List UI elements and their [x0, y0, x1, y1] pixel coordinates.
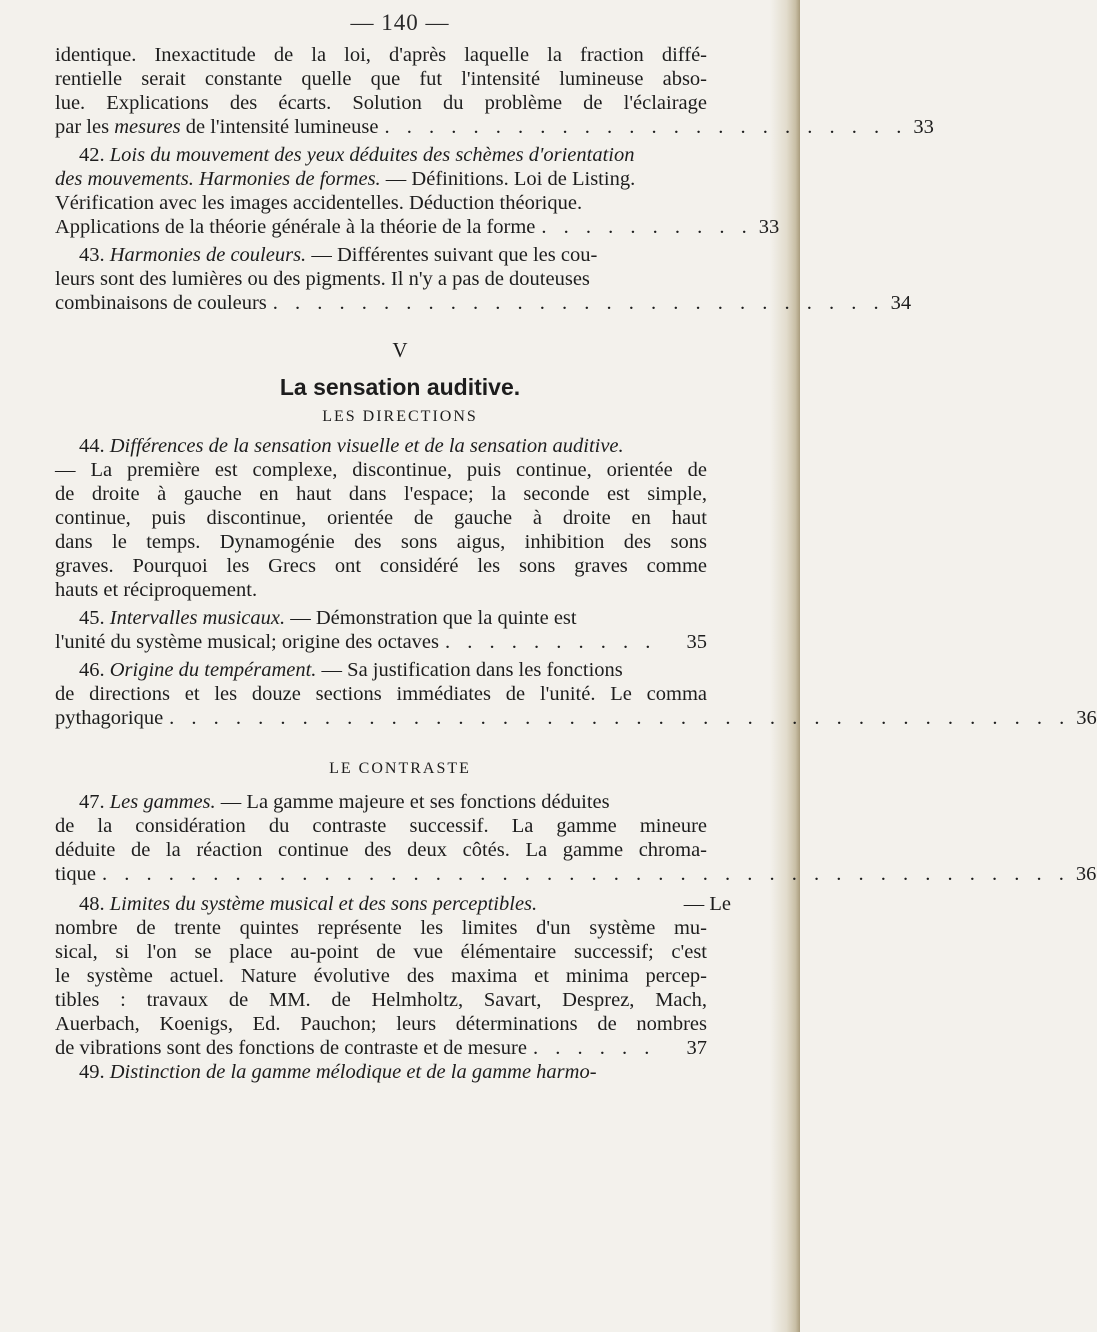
- dot-leader: . . . . . . . . . . . . . . . . . . . . . . . . . . . . . . . . . . . . . . . . .: [169, 707, 1071, 729]
- text-line: rentielle serait constante quelle que fut l'intensité lumineuse abso-: [55, 68, 707, 90]
- toc-line-text: pythagorique: [55, 707, 164, 729]
- dot-leader: . . . . . . . . . .: [445, 631, 657, 653]
- entry-49-heading: 49. Distinction de la gamme mélodique et de la gamme harmo-: [79, 1061, 597, 1083]
- dot-leader: . . . . . . . . . . . . . . . . . . . . . . . . . . . .: [272, 292, 885, 314]
- text-line: continue, puis discontinue, orientée de gauche à droite en haut: [55, 507, 707, 529]
- toc-line-text: Applications de la théorie générale à la théorie de la forme: [55, 216, 536, 238]
- entry-47-heading: 47. Les gammes. — La gamme majeure et ses fonctions déduites: [79, 791, 610, 813]
- text-line: le système actuel. Nature évolutive des maxima et minima percep-: [55, 965, 707, 987]
- text-line: de la considération du contraste successif. La gamme mineure: [55, 815, 707, 837]
- section-title: La sensation auditive.: [279, 374, 521, 400]
- entry-42-heading: 42. Lois du mouvement des yeux déduites des schèmes d'orientation: [79, 144, 635, 166]
- text-line: leurs sont des lumières ou des pigments. Il n'y a pas de douteuses: [55, 268, 590, 290]
- entry-46-heading: 46. Origine du tempérament. — Sa justification dans les fonctions: [79, 659, 623, 681]
- text-line: lue. Explications des écarts. Solution du problème de l'éclairage: [55, 92, 707, 114]
- entry-45-heading: 45. Intervalles musicaux. — Démonstration que la quinte est: [79, 607, 577, 629]
- toc-line: [55, 706, 1097, 730]
- page-ref: 36: [1075, 863, 1097, 885]
- dot-leader: . . . . . . . . . . . . . . . . . . . . . . . . . . . . . . . . . . . . . . . . . . . .: [102, 863, 1070, 885]
- text-line: tibles : travaux de MM. de Helmholtz, Savart, Desprez, Mach,: [55, 989, 707, 1011]
- text-line: de directions et les douze sections immédiates de l'unité. Le comma: [55, 683, 707, 705]
- page-ref: 37: [686, 1037, 707, 1059]
- page-ref: 33: [913, 116, 934, 138]
- toc-line: [55, 115, 934, 139]
- text-line: hauts et réciproquement.: [55, 579, 258, 601]
- dot-leader: . . . . . . . . . . . . . . . . . . . . . . . .: [384, 116, 908, 138]
- text-line: de droite à gauche en haut dans l'espace; la seconde est simple,: [55, 483, 707, 505]
- text-line: graves. Pourquoi les Grecs ont considéré les sons graves comme: [55, 555, 707, 577]
- toc-line-text: de vibrations sont des fonctions de contraste et de mesure: [55, 1037, 527, 1059]
- section-subhead: LES DIRECTIONS: [322, 408, 478, 425]
- text-line: des mouvements. Harmonies de formes. — Définitions. Loi de Listing.: [55, 168, 636, 190]
- page-ref: 36: [1076, 707, 1097, 729]
- toc-line: [55, 630, 707, 654]
- toc-line-text: l'unité du système musical; origine des octaves: [55, 631, 439, 653]
- page-edge-shadow: [770, 0, 800, 1332]
- text-line: sical, si l'on se place au-point de vue élémentaire successif; c'est: [55, 941, 707, 963]
- text-line: Vérification avec les images accidentelles. Déduction théorique.: [55, 192, 583, 214]
- toc-line: [55, 1036, 707, 1060]
- toc-line-text: tique: [55, 863, 96, 885]
- page-ref: 34: [890, 292, 912, 314]
- text-line: Auerbach, Koenigs, Ed. Pauchon; leurs déterminations de nombres: [55, 1013, 707, 1035]
- dot-leader: . . . . . .: [532, 1037, 656, 1059]
- text-line: identique. Inexactitude de la loi, d'après laquelle la fraction diffé-: [55, 44, 707, 66]
- toc-line: [55, 862, 1097, 886]
- text-line: nombre de trente quintes représente les limites d'un système mu-: [55, 917, 707, 939]
- section-number: V: [392, 338, 408, 362]
- page-number: — 140 —: [350, 10, 450, 35]
- toc-line: [55, 215, 780, 239]
- page-ref: 35: [686, 631, 707, 653]
- toc-line-text: par les mesures de l'intensité lumineuse: [55, 116, 379, 138]
- dot-leader: . . . . . . . . . .: [541, 216, 753, 238]
- entry-44-heading: 44. Différences de la sensation visuelle et de la sensation auditive.: [79, 435, 624, 457]
- entry-48-heading: 48. Limites du système musical et des sons perceptibles. — Le: [79, 893, 731, 915]
- text-line: déduite de la réaction continue des deux côtés. La gamme chroma-: [55, 839, 707, 861]
- subsection-heading: LE CONTRASTE: [329, 760, 471, 777]
- toc-line: [55, 291, 912, 315]
- page-ref: 33: [758, 216, 780, 238]
- text-line: — La première est complexe, discontinue, puis continue, orientée de: [55, 459, 707, 481]
- toc-line-text: combinaisons de couleurs: [55, 292, 267, 314]
- entry-43-heading: 43. Harmonies de couleurs. — Différentes suivant que les cou-: [79, 244, 598, 266]
- text-line: dans le temps. Dynamogénie des sons aigus, inhibition des sons: [55, 531, 707, 553]
